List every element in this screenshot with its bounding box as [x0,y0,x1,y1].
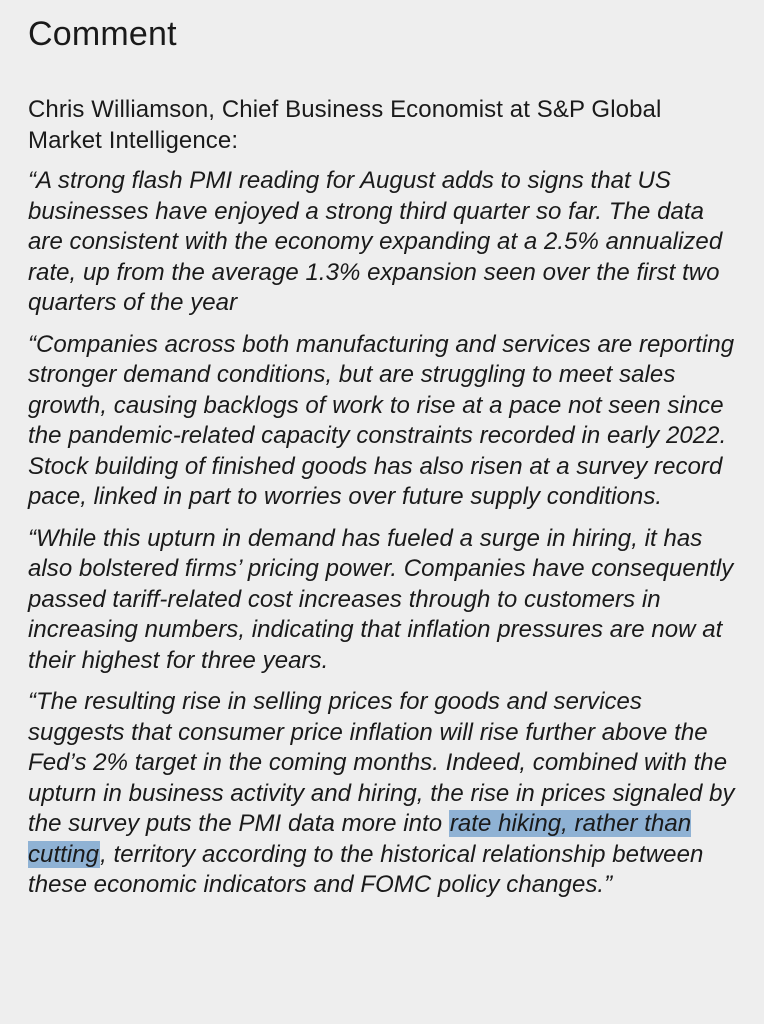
quote-paragraph-3: “While this upturn in demand has fueled a surge in hiring, it has also bolstered firms’ pricing power. Companies have consequently passed tariff-related cost increases through to customers in increasing numbers, indicating that inflation pressures are now at their highest for three years. [28,524,734,674]
quote-paragraph-4-text-before: “The resulting rise in selling prices for goods and services suggests that consumer price inflation will rise further above the Fed’s 2% target in the coming months. Indeed, combined with the upturn in business activity and hiring, the rise in prices signaled by the survey puts the PMI data more into [28,688,735,837]
highlighted-text: rate hiking, rather than cutting [28,810,692,868]
quote-paragraph-4 [28,687,740,901]
quote-paragraph-2: “Companies across both manufacturing and services are reporting stronger demand conditions, but are struggling to meet sales growth, causing backlogs of work to rise at a pace not seen since the pandemic-related capacity constraints recorded in early 2022. Stock building of finished goods has also risen at a survey record pace, linked in part to worries over future supply conditions. [28,330,735,510]
quote-paragraph-4-text-after: , territory according to the historical relationship between these economic indicators and FOMC policy changes.” [28,840,704,898]
quote-attribution: Chris Williamson, Chief Business Economist at S&P Global Market Intelligence: [28,96,662,154]
quote-paragraph-1: “A strong flash PMI reading for August adds to signs that US businesses have enjoyed a strong third quarter so far. The data are consistent with the economy expanding at a 2.5% annualized rate, up from the average 1.3% expansion seen over the first two quarters of the year [28,167,723,316]
section-heading: Comment [28,15,177,53]
